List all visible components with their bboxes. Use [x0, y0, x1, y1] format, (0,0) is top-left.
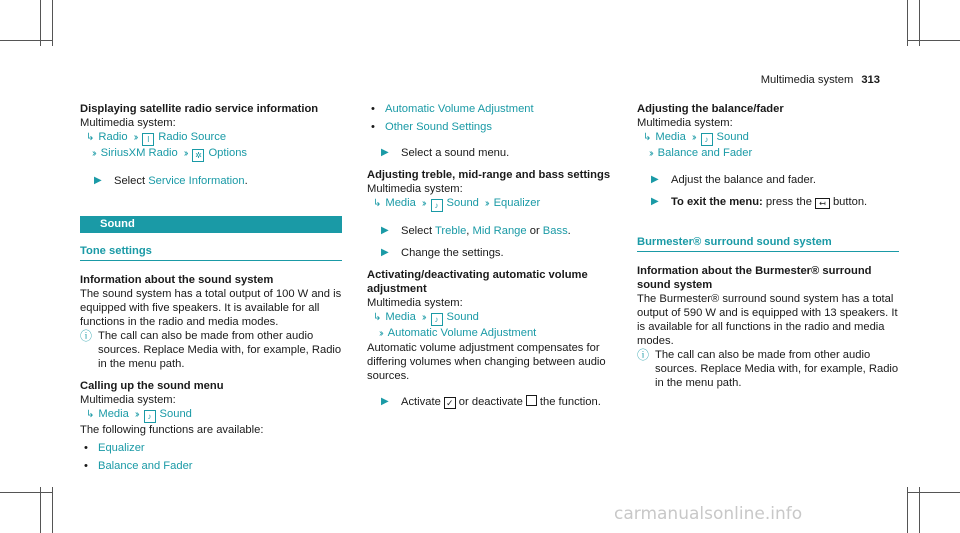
step-arrow-icon: ▶ [381, 247, 389, 258]
double-chevron-icon: ›› [134, 409, 138, 420]
crop-mark [0, 492, 52, 493]
crop-mark [907, 487, 908, 533]
info-icon: ⓘ [637, 348, 650, 362]
path-siriusxm: SiriusXM Radio [100, 147, 178, 159]
instruction-step: ▶ Select a sound menu. [381, 147, 510, 159]
path-arrow-icon: ↳ [643, 132, 652, 143]
heading-info-burmester: Information about the Burmester® surround sound system [637, 265, 872, 291]
system-label: Multimedia system: [637, 117, 733, 129]
path-media: Media [385, 311, 416, 323]
gear-icon: ✲ [192, 149, 204, 162]
music-note-icon: ♪ [701, 133, 713, 146]
path-sound: Sound [446, 311, 479, 323]
double-chevron-icon: ›› [133, 132, 137, 143]
heading-calling-sound-menu: Calling up the sound menu [80, 380, 224, 392]
instruction-step: ▶ Select Treble, Mid Range or Bass. [381, 225, 571, 237]
back-button-icon: ↤ [815, 198, 830, 209]
path-options: Options [208, 147, 248, 159]
list-item: • Automatic Volume Adjustment [371, 103, 534, 115]
crop-mark [907, 40, 960, 41]
path-media: Media [655, 131, 686, 143]
antenna-icon: ǀ [142, 133, 154, 146]
crop-mark [40, 487, 41, 533]
crop-mark [919, 487, 920, 533]
note: ⓘ The call can also be made from other audio sources. Replace Media with, for example, Radio in the menu path. [80, 329, 342, 370]
system-label: Multimedia system: [80, 394, 176, 406]
menu-path [643, 130, 899, 146]
step-arrow-icon: ▶ [381, 396, 389, 407]
music-note-icon: ♪ [431, 313, 443, 326]
system-label: Multimedia system: [367, 297, 463, 309]
path-arrow-icon: ↳ [86, 132, 95, 143]
menu-path [86, 407, 342, 423]
menu-path [373, 310, 629, 326]
music-note-icon: ♪ [431, 199, 443, 212]
path-balance-fader: Balance and Fader [657, 147, 753, 159]
path-auto-volume: Automatic Volume Adjustment [387, 327, 537, 339]
note: ⓘ The call can also be made from other audio sources. Replace Media with, for example, Radio in the menu path. [637, 348, 899, 389]
step-arrow-icon: ▶ [381, 225, 389, 236]
path-arrow-icon: ↳ [373, 198, 382, 209]
page-header [761, 73, 880, 87]
paragraph-burmester: The Burmester® surround sound system has a total output of 590 W and is equipped with 13 speakers. It is available for all functions in the radio and media modes. [637, 293, 898, 347]
link-treble: Treble [435, 225, 467, 237]
double-chevron-icon: ›› [691, 132, 695, 143]
step-arrow-icon: ▶ [651, 196, 659, 207]
crop-mark [0, 40, 52, 41]
path-media: Media [98, 408, 129, 420]
instruction-step: ▶ Adjust the balance and fader. [651, 174, 816, 186]
system-label: Multimedia system: [80, 117, 176, 129]
heading-info-sound-system: Information about the sound system [80, 274, 274, 286]
step-arrow-icon: ▶ [94, 175, 102, 186]
path-arrow-icon: ↳ [86, 409, 95, 420]
instruction-step: ▶ To exit the menu: press the ↤ button. [651, 196, 868, 208]
system-label: Multimedia system: [367, 183, 463, 195]
menu-path [373, 196, 629, 212]
path-sound: Sound [446, 197, 479, 209]
subheading-tone-settings: Tone settings [80, 244, 342, 261]
link-service-information: Service Information [148, 175, 245, 187]
music-note-icon: ♪ [144, 410, 156, 423]
column-middle [367, 102, 629, 409]
heading-adjust-treble: Adjusting treble, mid-range and bass settings [367, 169, 611, 181]
page-number: 313 [861, 74, 880, 86]
paragraph-auto-volume: Automatic volume adjustment compensates for differing volumes when changing between audio sources. [367, 342, 606, 382]
path-arrow-icon: ↳ [373, 312, 382, 323]
step-arrow-icon: ▶ [651, 174, 659, 185]
path-radio: Radio [98, 131, 128, 143]
heading-balance-fader: Adjusting the balance/fader [637, 103, 784, 115]
checkbox-checked-icon: ✓ [444, 397, 456, 409]
menu-path [86, 146, 342, 162]
double-chevron-icon: ›› [92, 148, 95, 159]
checkbox-empty-icon [526, 395, 537, 406]
instruction-step: ▶ Activate ✓ or deactivate the function. [381, 396, 601, 408]
menu-path [373, 326, 629, 341]
info-icon: ⓘ [80, 329, 93, 343]
paragraph-following: The following functions are available: [80, 424, 264, 436]
step-arrow-icon: ▶ [381, 147, 389, 158]
double-chevron-icon: ›› [421, 198, 425, 209]
subheading-burmester: Burmester® surround sound system [637, 235, 899, 252]
link-bass: Bass [542, 225, 568, 237]
section-bar-sound: Sound [80, 216, 342, 233]
heading-auto-volume: Activating/deactivating automatic volume adjustment [367, 269, 588, 295]
column-left [80, 102, 342, 473]
crop-mark [52, 487, 53, 533]
path-equalizer: Equalizer [493, 197, 541, 209]
paragraph-sound-system: The sound system has a total output of 100 W and is equipped with five speakers. It is available for all functions in the radio and media modes. [80, 288, 342, 328]
watermark: carmanualsonline.info [614, 504, 803, 524]
list-item: • Balance and Fader [84, 460, 193, 472]
column-right [637, 102, 899, 390]
double-chevron-icon: ›› [183, 148, 187, 159]
list-item: • Equalizer [84, 442, 145, 454]
crop-mark [52, 0, 53, 46]
double-chevron-icon: ›› [484, 198, 488, 209]
path-media: Media [385, 197, 416, 209]
menu-path [643, 146, 899, 161]
crop-mark [907, 492, 960, 493]
section-title: Multimedia system [760, 74, 854, 86]
menu-path [86, 130, 342, 146]
path-radio-source: Radio Source [158, 131, 227, 143]
double-chevron-icon: ›› [649, 148, 652, 159]
path-sound: Sound [159, 408, 192, 420]
list-item: • Other Sound Settings [371, 121, 492, 133]
instruction-step: ▶ Change the settings. [381, 247, 504, 259]
link-mid-range: Mid Range [472, 225, 527, 237]
double-chevron-icon: ›› [421, 312, 425, 323]
instruction-step: ▶ Select Service Information. [94, 175, 248, 187]
path-sound: Sound [716, 131, 749, 143]
double-chevron-icon: ›› [379, 328, 382, 339]
heading-satellite-info: Displaying satellite radio service information [80, 103, 319, 115]
